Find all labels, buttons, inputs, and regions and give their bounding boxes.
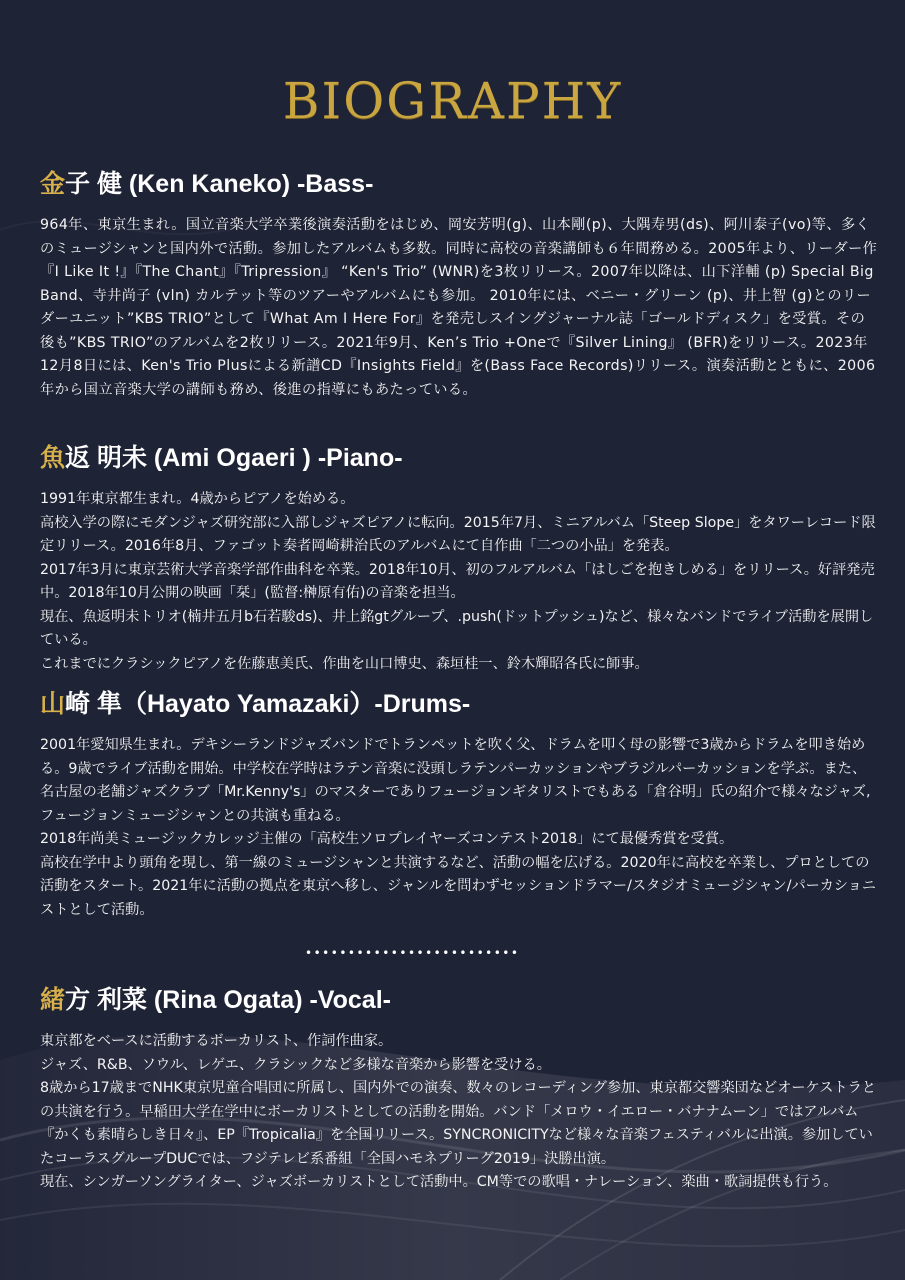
bio-text <box>40 734 878 922</box>
heading-accent-char: 魚 <box>40 444 66 472</box>
bio-paragraph: 東京都をベースに活動するボーカリスト、作詞作曲家。 <box>40 1033 393 1049</box>
member-name-heading <box>40 168 878 200</box>
bio-section-piano <box>40 442 878 676</box>
bio-paragraph: 高校在学中より頭角を現し、第一線のミュージシャンと共演するなど、活動の幅を広げる。2020年に高校を卒業し、プロとしての活動をスタート。2021年に活動の拠点を東京へ移し、ジャンルを問わずセッションドラマー/スタジオミュージシャン/パーカショニストとして活動。 <box>40 854 877 918</box>
bio-text <box>40 214 878 402</box>
bio-paragraph: 高校入学の際にモダンジャズ研究部に入部しジャズピアノに転向。2015年7月、ミニアルバム「Steep Slope」をタワーレコード限定リリース。2016年8月、ファゴット奏者岡崎耕治氏のアルバムにて自作曲「二つの小品」を発表。 <box>40 514 876 554</box>
bio-paragraph: 2001年愛知県生まれ。デキシーランドジャズバンドでトランペットを吹く父、ドラムを叩く母の影響で3歳からドラムを叩き始める。9歳でライブ活動を開始。中学校在学時はラテン音楽に没頭しラテンパーカッションやブラジルパーカッションを学ぶ。また、名古屋の老舗ジャズクラブ「Mr.Kenny's」のマスターでありフュージョンギタリストでもある「倉谷明」氏の紹介で様々なジャズ,フュージョンミュージシャンとの共演も重ねる。 <box>40 737 871 824</box>
bio-text <box>40 1030 878 1195</box>
member-name-heading <box>40 984 878 1016</box>
bio-paragraph: これまでにクラシックピアノを佐藤恵美氏、作曲を山口博史、森垣桂一、鈴木輝昭各氏に師事。 <box>40 655 649 672</box>
page-title: BIOGRAPHY <box>282 72 623 130</box>
bio-paragraph: 1991年東京都生まれ。4歳からピアノを始める。 <box>40 491 355 507</box>
bio-paragraph: 2017年3月に東京芸術大学音楽学部作曲科を卒業。2018年10月、初のフルアルバム「はしごを抱きしめる」をリリース。好評発売中。2018年10月公開の映画「栞」(監督:榊原有佑)の音楽を担当。 <box>40 561 875 601</box>
bio-paragraph: 2018年尚美ミュージックカレッジ主催の「高校生ソロプレイヤーズコンテスト2018」にて最優秀賞を受賞。 <box>40 831 734 847</box>
heading-text: 返 明未 (Ami Ogaeri ) -Piano- <box>65 444 403 472</box>
bio-text <box>40 488 878 676</box>
heading-accent-char: 緒 <box>40 986 66 1014</box>
bio-section-drums <box>40 688 878 922</box>
heading-text: 崎 隼（Hayato Yamazaki）-Drums- <box>65 690 471 718</box>
bio-paragraph: 964年、東京生まれ。国立音楽大学卒業後演奏活動をはじめ、岡安芳明(g)、山本剛(p)、大隅寿男(ds)、阿川泰子(vo)等、多くのミュージシャンと国内外で活動。参加したアルバムも多数。同時に高校の音楽講師も６年間務める。2005年より、リーダー作 『I Like It !』『The Chant』『Tripression』 “Ken's Trio” (WNR)を3枚リリース。2007年以降は、山下洋輔 (p) Special Big Band、寺井尚子 (vln) カルテット等のツアーやアルバムにも参加。 2010年には、ベニー・グリーン (p)、井上智 (g)とのリーダーユニット”KBS TRIO”として『What Am I Here For』を発売しスイングジャーナル誌「ゴールドディスク」を受賞。その後も”KBS TRIO”のアルバムを2枚リリース。2021年9月、Ken’s Trio +Oneで『Silver Lining』 (BFR)をリリース。2023年12月8日には、Ken's Trio Plusによる新譜CD『Insights Field』を(Bass Face Records)リリース。演奏活動とともに、2006年から国立音楽大学の講師も務め、後進の指導にもあたっている。 <box>40 217 878 398</box>
heading-text: 子 健 (Ken Kaneko) -Bass- <box>65 170 374 198</box>
member-name-heading <box>40 442 878 474</box>
member-name-heading <box>40 688 878 720</box>
bio-paragraph: ジャズ、R&B、ソウル、レゲエ、クラシックなど多様な音楽から影響を受ける。 <box>40 1056 551 1073</box>
bio-paragraph: 8歳から17歳までNHK東京児童合唱団に所属し、国内外での演奏、数々のレコーディング参加、東京都交響楽団などオーケストラとの共演を行う。早稲田大学在学中にボーカリストとしての活動を開始。バンド「メロウ・イエロー・バナナムーン」ではアルバム『かくも素晴らしき日々』、EP『Tropicalia』を全国リリース。SYNCRONICITYなど様々な音楽フェスティバルに出演。参加していたコーラスグループDUCでは、フジテレビ系番組「全国ハモネプリーグ2019」決勝出演。 <box>40 1080 876 1167</box>
bio-section-bass <box>40 168 878 402</box>
bio-section-vocal <box>40 984 878 1195</box>
section-divider-dots: ••••••••••••••••••••••••• <box>305 946 520 960</box>
heading-accent-char: 山 <box>40 690 66 718</box>
bio-paragraph: 現在、魚返明未トリオ(楠井五月b石若駿ds)、井上銘gtグループ、.push(ドットプッシュ)など、様々なバンドでライブ活動を展開している。 <box>40 608 874 648</box>
heading-text: 方 利菜 (Rina Ogata) -Vocal- <box>65 986 391 1014</box>
bio-paragraph: 現在、シンガーソングライター、ジャズボーカリストとして活動中。CM等での歌唱・ナレーション、楽曲・歌詞提供も行う。 <box>40 1174 838 1190</box>
heading-accent-char: 金 <box>40 170 66 198</box>
